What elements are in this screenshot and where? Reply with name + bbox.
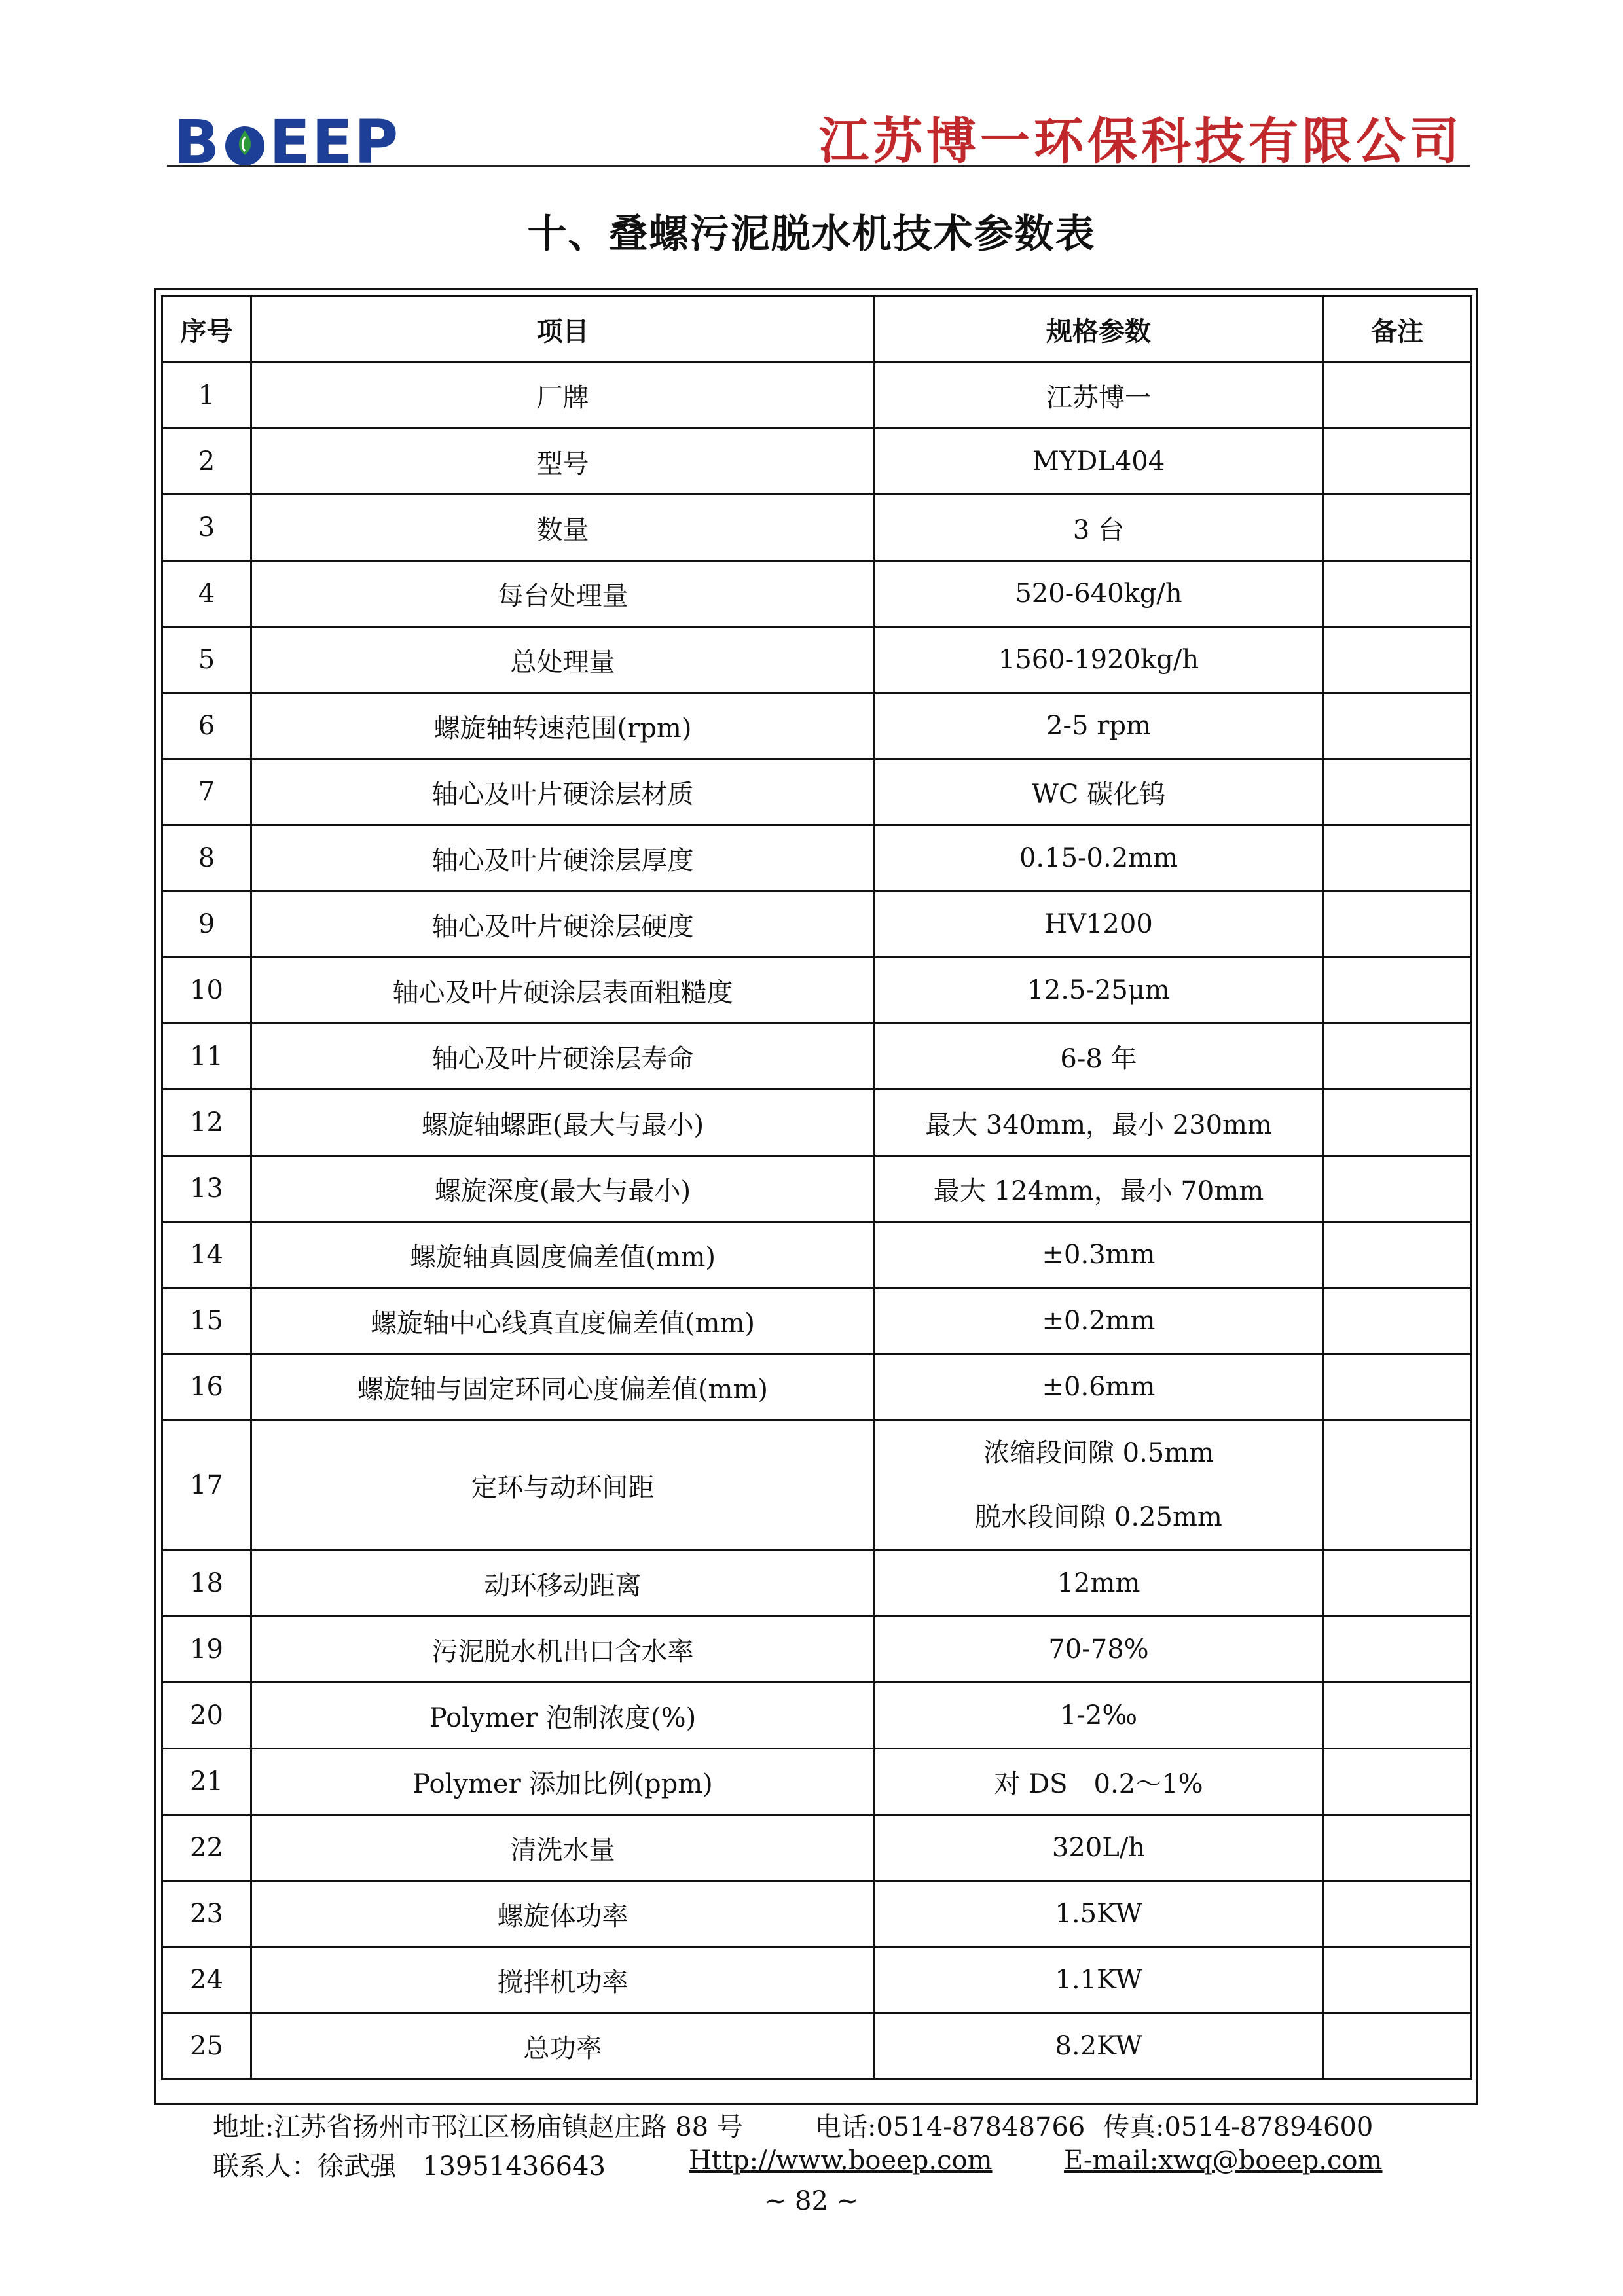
row-no: 20 (162, 1683, 251, 1749)
table-row (162, 1815, 1472, 1881)
row-spec: 最大 340mm，最小 230mm (875, 1090, 1323, 1156)
row-note (1323, 1420, 1472, 1551)
row-item: 轴心及叶片硬涂层硬度 (251, 891, 875, 958)
header-note: 备注 (1323, 296, 1472, 363)
row-note (1323, 1090, 1472, 1156)
row-note (1323, 891, 1472, 958)
row-spec: 3 台 (875, 495, 1323, 561)
footer-contact: 联系人：徐武强 13951436643 (213, 2151, 606, 2181)
header-spec: 规格参数 (875, 296, 1323, 363)
row-no: 13 (162, 1156, 251, 1222)
spec-table (161, 295, 1472, 2080)
table-row (162, 693, 1472, 759)
company-logo: B EEP (173, 107, 400, 177)
row-spec: 1-2‰ (875, 1683, 1323, 1749)
row-note (1323, 1551, 1472, 1617)
row-spec: 320L/h (875, 1815, 1323, 1881)
table-header-row (162, 296, 1472, 363)
row-spec: 8.2KW (875, 2013, 1323, 2079)
row-no: 15 (162, 1288, 251, 1354)
row-spec: 1.5KW (875, 1881, 1323, 1947)
table-row (162, 1156, 1472, 1222)
row-no: 11 (162, 1024, 251, 1090)
row-spec: 12.5-25μm (875, 958, 1323, 1024)
row-item: 清洗水量 (251, 1815, 875, 1881)
row-item: 定环与动环间距 (251, 1420, 875, 1551)
row-item: 螺旋轴中心线真直度偏差值(mm) (251, 1288, 875, 1354)
row-note (1323, 693, 1472, 759)
row-note (1323, 1024, 1472, 1090)
table-row (162, 2013, 1472, 2079)
row-no: 12 (162, 1090, 251, 1156)
row-note (1323, 363, 1472, 429)
table-row (162, 495, 1472, 561)
footer-fax: 传真:0514-87894600 (1103, 2112, 1374, 2142)
table-row (162, 1683, 1472, 1749)
row-item: 总处理量 (251, 627, 875, 693)
row-no: 3 (162, 495, 251, 561)
header-no: 序号 (162, 296, 251, 363)
footer-phone: 电话:0514-87848766 (815, 2112, 1085, 2142)
row-no: 5 (162, 627, 251, 693)
table-row (162, 759, 1472, 825)
row-no: 25 (162, 2013, 251, 2079)
row-spec (875, 1420, 1323, 1551)
page-header (167, 105, 1470, 177)
row-spec: ±0.3mm (875, 1222, 1323, 1288)
row-item: 每台处理量 (251, 561, 875, 627)
page-title: 十、叠螺污泥脱水机技术参数表 (527, 211, 1096, 257)
row-note (1323, 2013, 1472, 2079)
row-item: 厂牌 (251, 363, 875, 429)
row-note (1323, 495, 1472, 561)
table-row (162, 891, 1472, 958)
row-no: 8 (162, 825, 251, 891)
website-link[interactable]: Http://www.boeep.com (689, 2145, 993, 2176)
row-item: 轴心及叶片硬涂层寿命 (251, 1024, 875, 1090)
table-row (162, 627, 1472, 693)
row-spec: HV1200 (875, 891, 1323, 958)
row-no: 4 (162, 561, 251, 627)
row-item: 轴心及叶片硬涂层厚度 (251, 825, 875, 891)
row-no: 7 (162, 759, 251, 825)
row-spec: 6-8 年 (875, 1024, 1323, 1090)
row-spec-line: 浓缩段间隙 0.5mm (983, 1438, 1214, 1468)
row-spec: 1.1KW (875, 1947, 1323, 2013)
row-no: 18 (162, 1551, 251, 1617)
row-spec: ±0.2mm (875, 1288, 1323, 1354)
row-item: 轴心及叶片硬涂层表面粗糙度 (251, 958, 875, 1024)
row-spec: MYDL404 (875, 429, 1323, 495)
table-row (162, 1947, 1472, 2013)
table-row (162, 1354, 1472, 1420)
row-spec: 12mm (875, 1551, 1323, 1617)
row-item: 搅拌机功率 (251, 1947, 875, 2013)
row-note (1323, 1881, 1472, 1947)
table-row (162, 1288, 1472, 1354)
table-row (162, 429, 1472, 495)
row-note (1323, 1947, 1472, 2013)
row-spec: 70-78% (875, 1617, 1323, 1683)
row-spec-line: 脱水段间隙 0.25mm (975, 1502, 1222, 1532)
row-note (1323, 429, 1472, 495)
row-no: 16 (162, 1354, 251, 1420)
row-note (1323, 759, 1472, 825)
row-item: 污泥脱水机出口含水率 (251, 1617, 875, 1683)
row-no: 10 (162, 958, 251, 1024)
row-no: 24 (162, 1947, 251, 2013)
table-row (162, 1024, 1472, 1090)
table-row (162, 1617, 1472, 1683)
row-note (1323, 1222, 1472, 1288)
row-note (1323, 1683, 1472, 1749)
row-spec: 最大 124mm，最小 70mm (875, 1156, 1323, 1222)
footer-address: 地址:江苏省扬州市邗江区杨庙镇赵庄路 88 号 (213, 2112, 743, 2142)
row-note (1323, 1156, 1472, 1222)
row-spec: 1560-1920kg/h (875, 627, 1323, 693)
row-no: 1 (162, 363, 251, 429)
row-spec: 0.15-0.2mm (875, 825, 1323, 891)
table-row (162, 1749, 1472, 1815)
row-spec: 江苏博一 (875, 363, 1323, 429)
header-item: 项目 (251, 296, 875, 363)
row-note (1323, 1288, 1472, 1354)
row-spec: 对 DS 0.2～1% (875, 1749, 1323, 1815)
row-no: 23 (162, 1881, 251, 1947)
row-item: 轴心及叶片硬涂层材质 (251, 759, 875, 825)
row-item: 数量 (251, 495, 875, 561)
row-item: 螺旋轴与固定环同心度偏差值(mm) (251, 1354, 875, 1420)
table-row (162, 825, 1472, 891)
row-spec: ±0.6mm (875, 1354, 1323, 1420)
row-item: 总功率 (251, 2013, 875, 2079)
row-item: 螺旋轴转速范围(rpm) (251, 693, 875, 759)
row-note (1323, 1354, 1472, 1420)
table-row (162, 1222, 1472, 1288)
row-note (1323, 1749, 1472, 1815)
leaf-drop-icon (222, 121, 268, 167)
row-spec: 2-5 rpm (875, 693, 1323, 759)
row-item: 螺旋体功率 (251, 1881, 875, 1947)
table-row (162, 363, 1472, 429)
row-item: 螺旋轴螺距(最大与最小) (251, 1090, 875, 1156)
row-item: Polymer 泡制浓度(%) (251, 1683, 875, 1749)
row-no: 6 (162, 693, 251, 759)
row-no: 22 (162, 1815, 251, 1881)
email-link[interactable]: E-mail:xwq@boeep.com (1064, 2145, 1383, 2176)
row-no: 14 (162, 1222, 251, 1288)
row-no: 2 (162, 429, 251, 495)
table-row (162, 1420, 1472, 1551)
row-note (1323, 1815, 1472, 1881)
row-no: 17 (162, 1420, 251, 1551)
row-item: 螺旋深度(最大与最小) (251, 1156, 875, 1222)
row-note (1323, 627, 1472, 693)
row-item: 螺旋轴真圆度偏差值(mm) (251, 1222, 875, 1288)
row-spec: 520-640kg/h (875, 561, 1323, 627)
row-note (1323, 825, 1472, 891)
table-row (162, 1881, 1472, 1947)
spec-table-frame (154, 288, 1478, 2105)
table-row (162, 1090, 1472, 1156)
row-no: 21 (162, 1749, 251, 1815)
row-item: 型号 (251, 429, 875, 495)
row-note (1323, 561, 1472, 627)
page-number: ~ 82 ~ (764, 2186, 859, 2216)
table-row (162, 958, 1472, 1024)
table-row (162, 1551, 1472, 1617)
row-item: Polymer 添加比例(ppm) (251, 1749, 875, 1815)
table-row (162, 561, 1472, 627)
row-item: 动环移动距离 (251, 1551, 875, 1617)
row-no: 19 (162, 1617, 251, 1683)
row-spec: WC 碳化钨 (875, 759, 1323, 825)
row-no: 9 (162, 891, 251, 958)
row-note (1323, 1617, 1472, 1683)
header-divider (167, 165, 1470, 167)
row-note (1323, 958, 1472, 1024)
company-name: 江苏博一环保科技有限公司 (819, 112, 1463, 170)
